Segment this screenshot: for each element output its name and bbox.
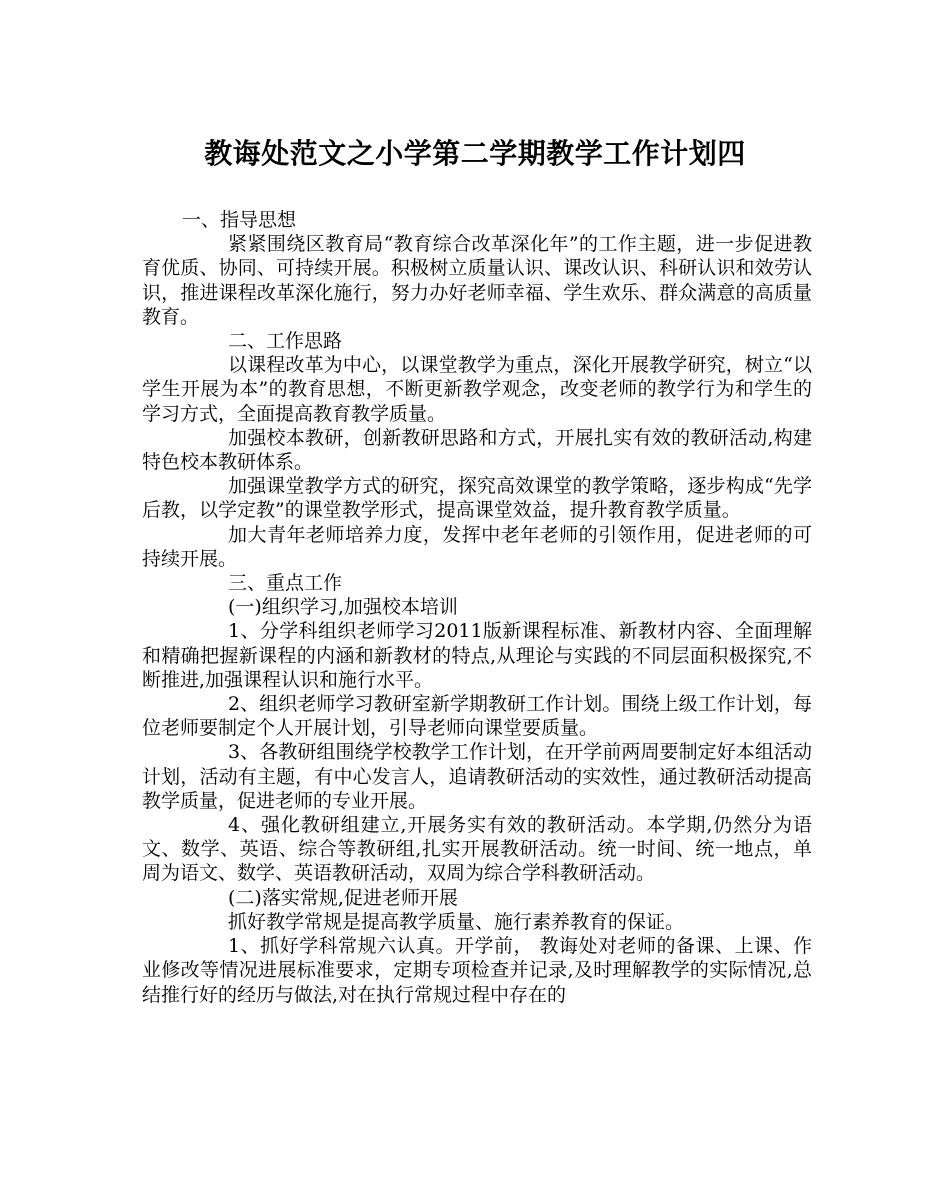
body-paragraph: 1、分学科组织老师学习2011版新课程标准、新教材内容、全面理解和精确把握新课程的内涵和新教材的特点,从理论与实践的不同层面积极探究,不断推进,加强课程认识和施行水平。 <box>142 620 812 691</box>
section-heading: 一、指导思想 <box>182 209 297 231</box>
section-heading: (一)组织学习,加强校本培训 <box>228 596 458 619</box>
body-paragraph: 1、抓好学科常规六认真。开学前， 教诲处对老师的备课、上课、作业修改等情况进展标准要求，定期专项检查并记录,及时理解教学的实际情况,总结推行好的经历与做法,对在执行常规过程中存在的 <box>142 935 812 1006</box>
body-paragraph: 加强校本教研，创新教研思路和方式，开展扎实有效的教研活动,构建特色校本教研体系。 <box>142 426 812 474</box>
body-paragraph: 2、组织老师学习教研室新学期教研工作计划。围绕上级工作计划，每位老师要制定个人开展计划，引导老师向课堂要质量。 <box>142 693 812 740</box>
body-paragraph: 加强课堂教学方式的研究，探究高效课堂的教学策略，逐步构成“先学后教，以学定教”的课堂教学形式，提高课堂效益，提升教育教学质量。 <box>142 475 812 522</box>
document-body <box>142 208 812 1007</box>
body-paragraph: 抓好教学常规是提高教学质量、施行素养教育的保证。 <box>228 910 685 933</box>
body-paragraph: 以课程改革为中心，以课堂教学为重点，深化开展教学研究，树立“以学生开展为本”的教育思想，不断更新教学观念，改变老师的教学行为和学生的学习方式，全面提高教育教学质量。 <box>142 354 812 425</box>
section-heading: (二)落实常规,促进老师开展 <box>228 886 458 909</box>
body-paragraph: 加大青年老师培养力度，发挥中老年老师的引领作用，促进老师的可持续开展。 <box>142 523 812 570</box>
section-heading: 三、重点工作 <box>228 572 343 595</box>
body-paragraph: 3、各教研组围绕学校教学工作计划，在开学前两周要制定好本组活动计划，活动有主题，有中心发言人，追请教研活动的实效性，通过教研活动提高教学质量，促进老师的专业开展。 <box>142 741 812 812</box>
body-paragraph: 4、强化教研组建立,开展务实有效的教研活动。本学期,仍然分为语文、数学、英语、综合等教研组,扎实开展教研活动。统一时间、统一地点，单周为语文、数学、英语教研活动，双周为综合学科教研活动。 <box>142 814 812 885</box>
section-heading: 二、工作思路 <box>228 330 343 353</box>
document-title: 教诲处范文之小学第二学期教学工作计划四 <box>204 137 746 170</box>
body-paragraph: 紧紧围绕区教育局“教育综合改革深化年”的工作主题，进一步促进教育优质、协同、可持续开展。积极树立质量认识、课改认识、科研认识和效劳认识，推进课程改革深化施行，努力办好老师幸福、学生欢乐、群众满意的高质量教育。 <box>142 233 812 328</box>
